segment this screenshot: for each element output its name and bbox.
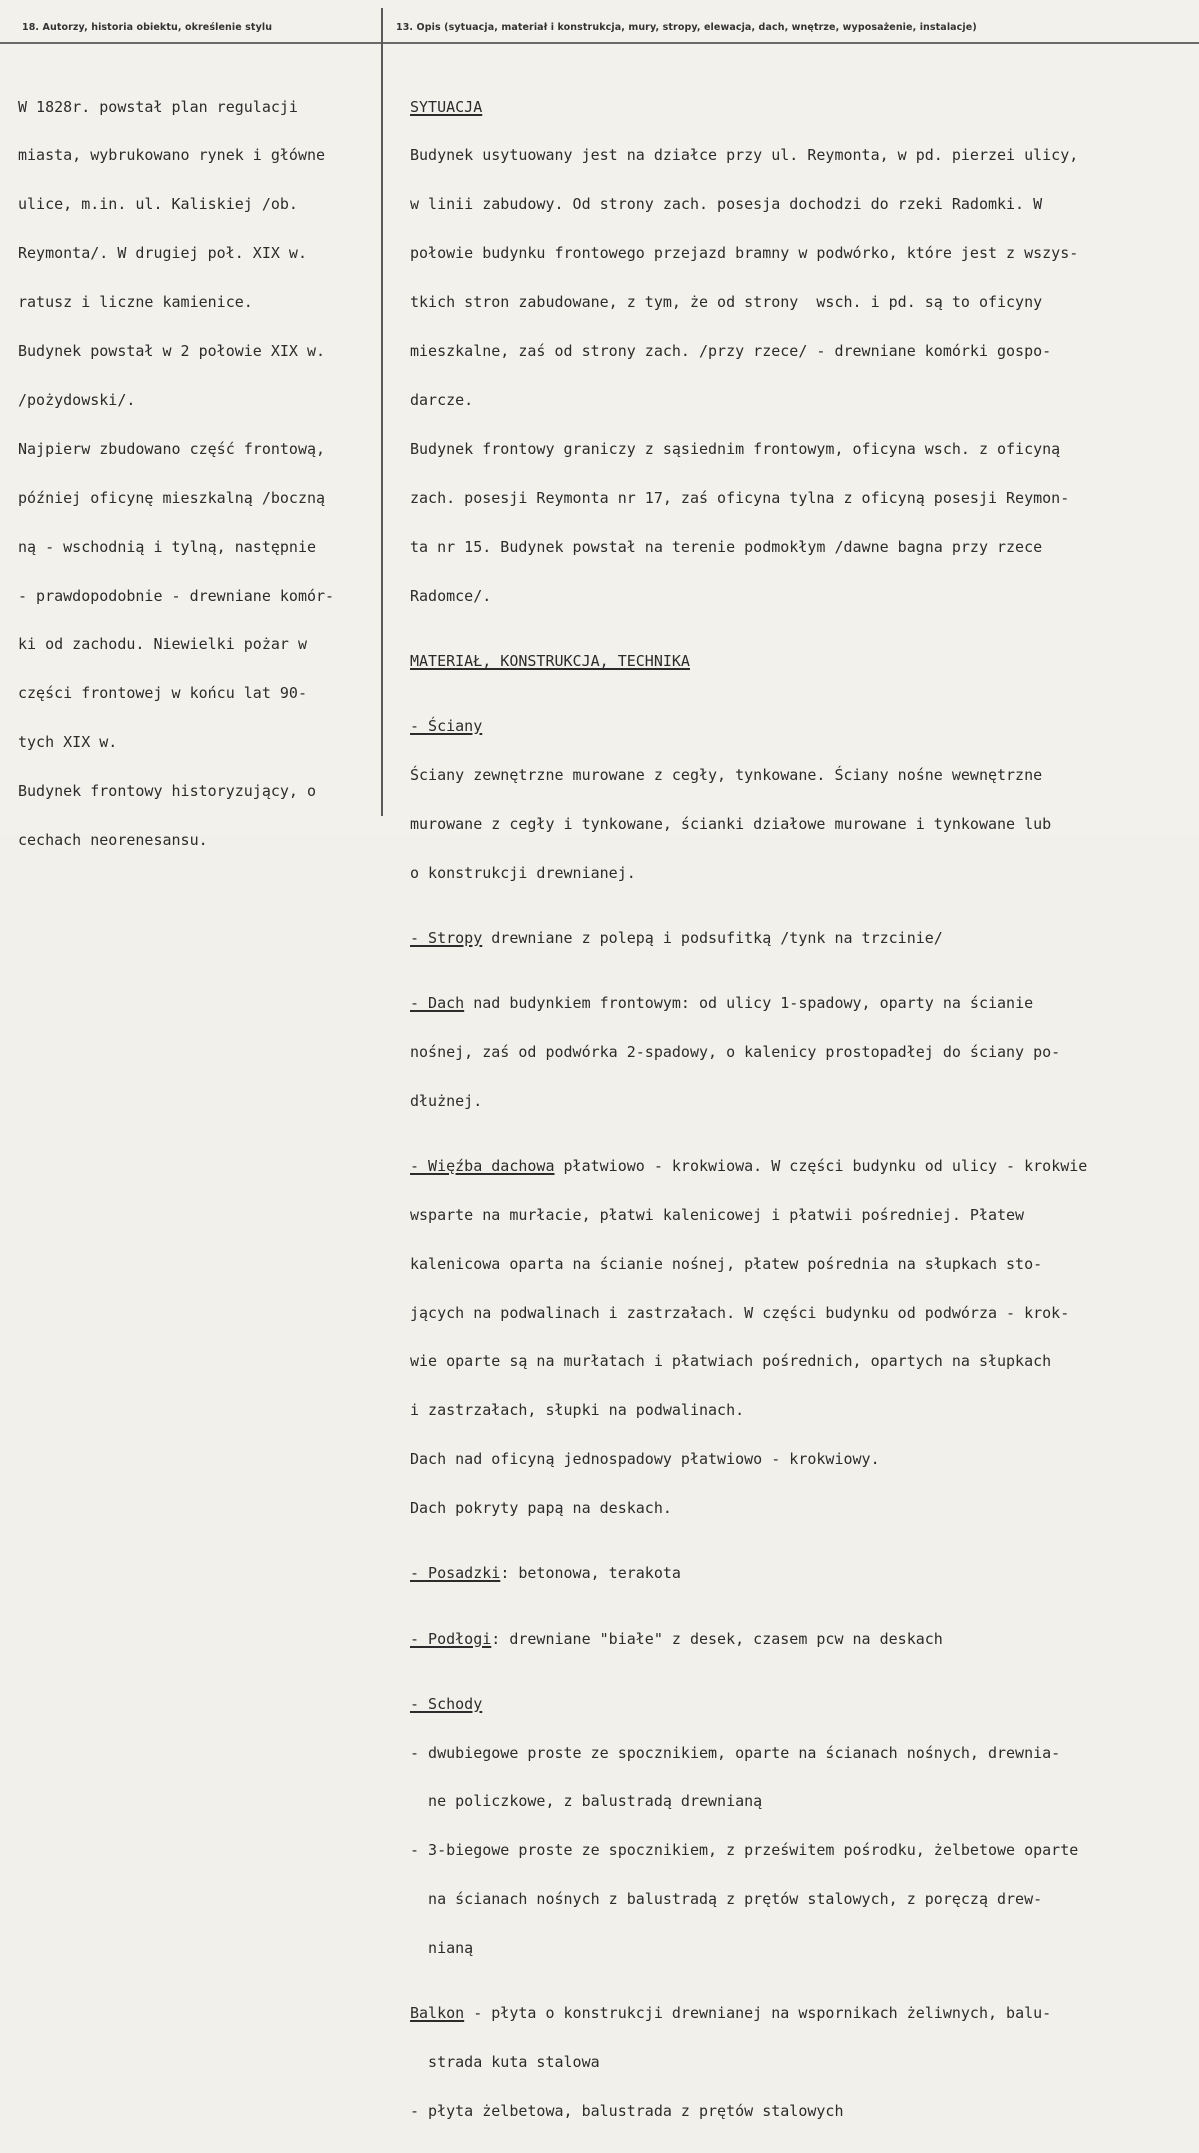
- wiezba-line: Dach nad oficyną jednospadowy płatwiowo - krokwiowy.: [410, 1450, 880, 1469]
- subheading-sciany: - Ściany: [410, 716, 483, 735]
- column-divider: [381, 8, 383, 816]
- balkon-line: - płyta żelbetowa, balustrada z prętów stalowych: [410, 2102, 844, 2121]
- history-line: tych XIX w.: [18, 733, 118, 752]
- schody-line: - 3-biegowe proste ze spocznikiem, z prześwitem pośrodku, żelbetowe oparte: [410, 1841, 1079, 1860]
- wiezba-line: wie oparte są na murłatach i płatwiach pośrednich, opartych na słupkach: [410, 1352, 1052, 1371]
- section-heading-sytuacja: SYTUACJA: [410, 97, 483, 116]
- dach-text: nad budynkiem frontowym: od ulicy 1-spadowy, oparty na ścianie: [464, 993, 1034, 1012]
- subheading-schody: - Schody: [410, 1694, 483, 1713]
- schody-line: ne policzkowe, z balustradą drewnianą: [410, 1792, 763, 1811]
- history-column: [18, 66, 334, 881]
- history-line: Najpierw zbudowano część frontową,: [18, 439, 326, 458]
- history-line: Reymonta/. W drugiej poł. XIX w.: [18, 244, 307, 263]
- subheading-balkon: Balkon: [410, 2004, 465, 2023]
- sytuacja-line: Budynek usytuowany jest na działce przy ul. Reymonta, w pd. pierzei ulicy,: [410, 146, 1079, 165]
- posadzki-text: : betonowa, terakota: [500, 1564, 681, 1583]
- subheading-stropy: - Stropy: [410, 928, 483, 947]
- subheading-wiezba: - Więźba dachowa: [410, 1156, 555, 1175]
- sytuacja-line: ta nr 15. Budynek powstał na terenie podmokłym /dawne bagna przy rzece: [410, 537, 1043, 556]
- left-column-header: 18. Autorzy, historia obiektu, określenie stylu: [22, 22, 273, 33]
- history-line: ną - wschodnią i tylną, następnie: [18, 537, 317, 556]
- sciany-line: o konstrukcji drewnianej.: [410, 863, 636, 882]
- history-line: Budynek frontowy historyzujący, o: [18, 782, 317, 801]
- history-line: miasta, wybrukowano rynek i główne: [18, 146, 326, 165]
- sytuacja-line: połowie budynku frontowego przejazd bramny w podwórko, które jest z wszys-: [410, 244, 1079, 263]
- description-column: [410, 66, 1087, 2152]
- balkon-line: strada kuta stalowa: [410, 2053, 600, 2072]
- podlogi-text: : drewniane "białe" z desek, czasem pcw na deskach: [491, 1629, 943, 1648]
- schody-line: na ścianach nośnych z balustradą z prętów stalowych, z poręczą drew-: [410, 1890, 1043, 1909]
- history-line: ki od zachodu. Niewielki pożar w: [18, 635, 307, 654]
- sytuacja-line: w linii zabudowy. Od strony zach. posesja dochodzi do rzeki Radomki. W: [410, 195, 1043, 214]
- wiezba-line: i zastrzałach, słupki na podwalinach.: [410, 1401, 745, 1420]
- sytuacja-line: mieszkalne, zaś od strony zach. /przy rzece/ - drewniane komórki gospo-: [410, 342, 1052, 361]
- schody-line: nianą: [410, 1939, 474, 1958]
- subheading-podlogi: - Podłogi: [410, 1629, 492, 1648]
- history-line: później oficynę mieszkalną /boczną: [18, 488, 326, 507]
- sytuacja-line: zach. posesji Reymonta nr 17, zaś oficyna tylna z oficyną posesji Reymon-: [410, 488, 1070, 507]
- history-line: ulice, m.in. ul. Kaliskiej /ob.: [18, 195, 298, 214]
- balkon-text: - płyta o konstrukcji drewnianej na wspornikach żeliwnych, balu-: [464, 2004, 1052, 2023]
- sciany-line: Ściany zewnętrzne murowane z cegły, tynkowane. Ściany nośne wewnętrzne: [410, 765, 1043, 784]
- wiezba-line: Dach pokryty papą na deskach.: [410, 1499, 672, 1518]
- sytuacja-line: tkich stron zabudowane, z tym, że od strony wsch. i pd. są to oficyny: [410, 293, 1043, 312]
- history-line: cechach neorenesansu.: [18, 830, 208, 849]
- history-line: /pożydowski/.: [18, 390, 136, 409]
- history-line: Budynek powstał w 2 połowie XIX w.: [18, 342, 326, 361]
- wiezba-text: płatwiowo - krokwiowa. W części budynku od ulicy - krokwie: [554, 1156, 1088, 1175]
- wiezba-line: wsparte na murłacie, płatwi kalenicowej i płatwii pośredniej. Płatew: [410, 1205, 1025, 1224]
- dach-line: dłużnej.: [410, 1091, 483, 1110]
- subheading-posadzki: - Posadzki: [410, 1564, 501, 1583]
- section-heading-material: MATERIAŁ, KONSTRUKCJA, TECHNIKA: [410, 651, 690, 670]
- history-line: części frontowej w końcu lat 90-: [18, 684, 307, 703]
- history-line: - prawdopodobnie - drewniane komór-: [18, 586, 335, 605]
- schody-line: - dwubiegowe proste ze spocznikiem, oparte na ścianach nośnych, drewnia-: [410, 1743, 1061, 1762]
- sytuacja-line: Radomce/.: [410, 586, 492, 605]
- dach-line: nośnej, zaś od podwórka 2-spadowy, o kalenicy prostopadłej do ściany po-: [410, 1042, 1061, 1061]
- sytuacja-line: darcze.: [410, 390, 474, 409]
- header-divider: [0, 42, 1199, 44]
- right-column-header: 13. Opis (sytuacja, materiał i konstrukcja, mury, stropy, elewacja, dach, wnętrze, wyposażenie, instalacje): [396, 22, 977, 33]
- sytuacja-line: Budynek frontowy graniczy z sąsiednim frontowym, oficyna wsch. z oficyną: [410, 439, 1061, 458]
- wiezba-line: kalenicowa oparta na ścianie nośnej, płatew pośrednia na słupkach sto-: [410, 1254, 1043, 1273]
- stropy-text: drewniane z polepą i podsufitką /tynk na trzcinie/: [482, 928, 943, 947]
- history-line: ratusz i liczne kamienice.: [18, 293, 253, 312]
- subheading-dach: - Dach: [410, 993, 465, 1012]
- history-line: W 1828r. powstał plan regulacji: [18, 97, 298, 116]
- wiezba-line: jących na podwalinach i zastrzałach. W części budynku od podwórza - krok-: [410, 1303, 1070, 1322]
- sciany-line: murowane z cegły i tynkowane, ścianki działowe murowane i tynkowane lub: [410, 814, 1052, 833]
